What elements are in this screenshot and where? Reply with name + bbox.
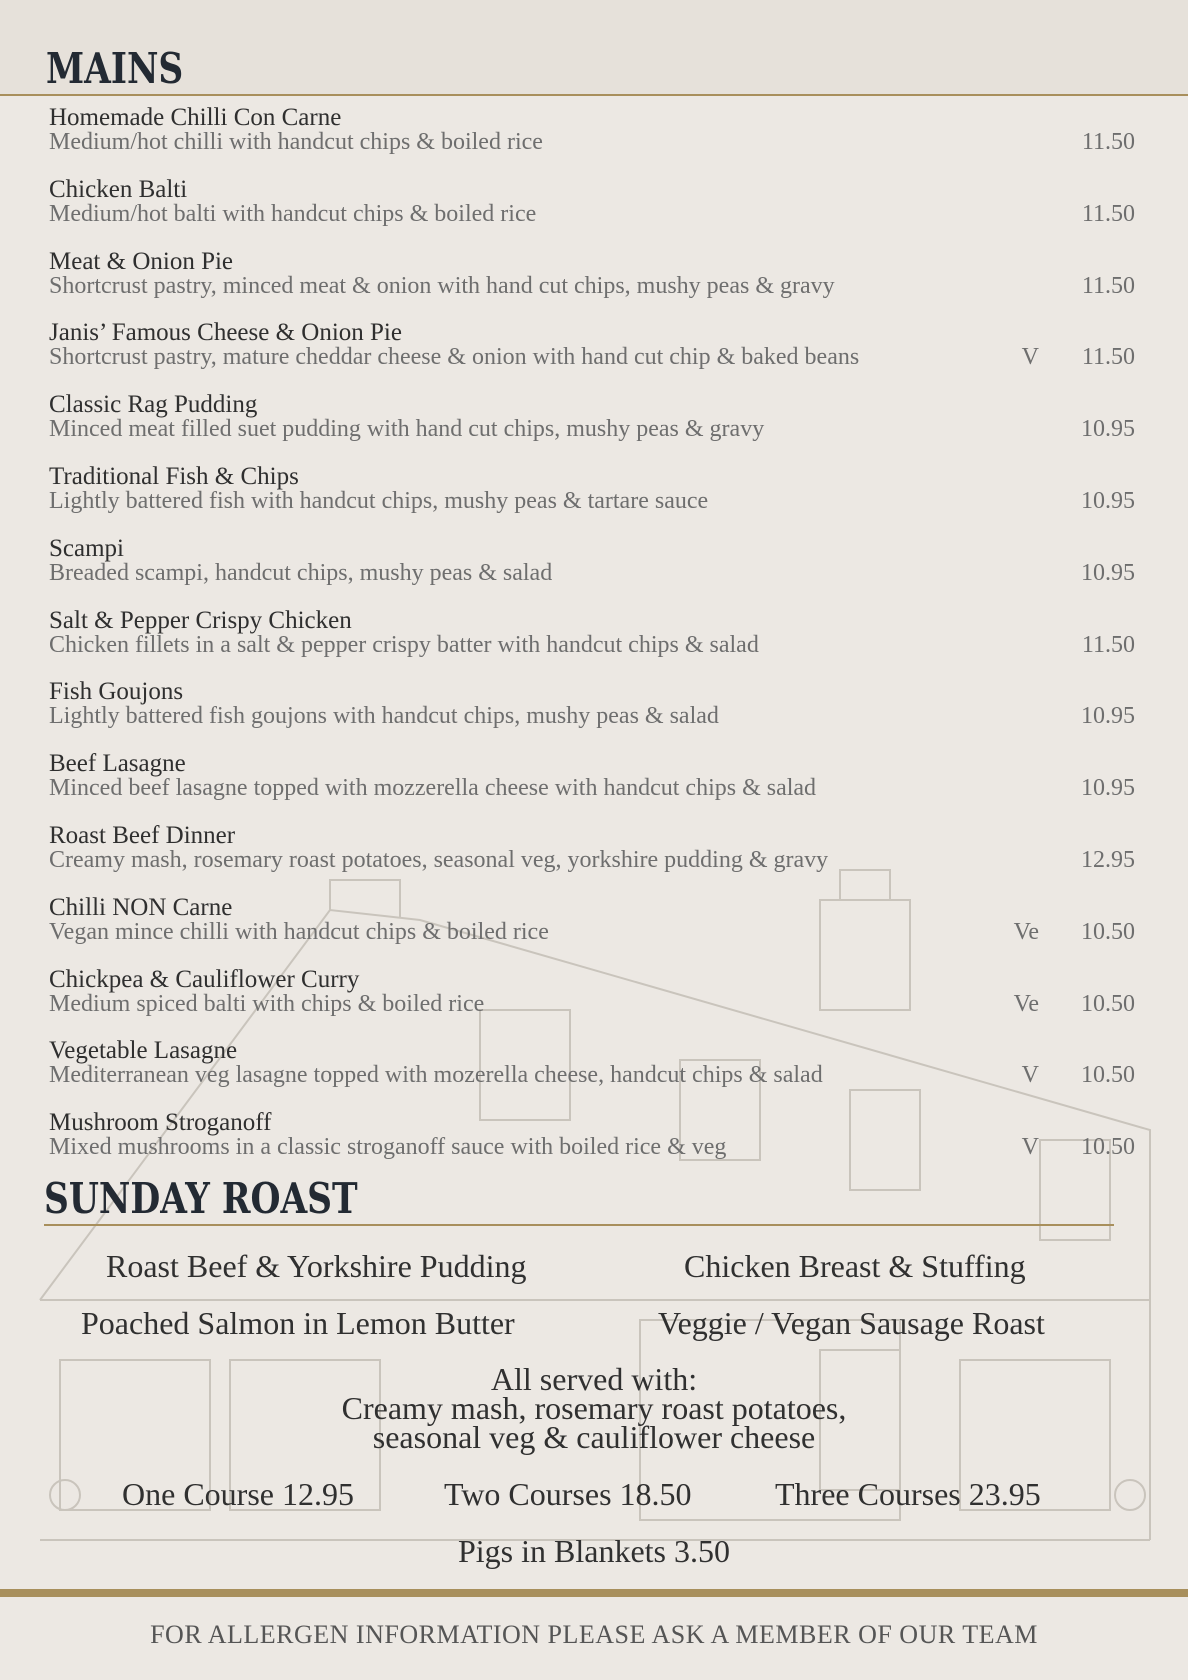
menu-item-description: Medium/hot chilli with handcut chips & boiled rice (49, 129, 543, 155)
menu-item-name: Scampi (49, 534, 124, 562)
menu-item-description: Breaded scampi, handcut chips, mushy peas & salad (49, 559, 553, 586)
menu-item-price: 10.95 (1081, 487, 1135, 514)
menu-item (49, 607, 1139, 679)
menu-item (49, 1037, 1139, 1109)
menu-item-price: 10.95 (1081, 703, 1135, 730)
menu-item (49, 319, 1139, 391)
menu-item-price: 11.50 (1081, 200, 1135, 227)
roast-option: Poached Salmon in Lemon Butter (81, 1305, 515, 1341)
dietary-badge: V (1021, 1134, 1039, 1161)
menu-item-price: 10.50 (1081, 990, 1135, 1017)
menu-item-price: 11.50 (1081, 631, 1135, 658)
course-price: One Course 12.95 (122, 1476, 354, 1512)
menu-item-name: Chilli NON Carne (49, 893, 233, 921)
menu-item (49, 248, 1139, 320)
menu-item (49, 463, 1139, 535)
menu-item-name: Traditional Fish & Chips (49, 462, 299, 490)
menu-item-description: Lightly battered fish goujons with handcut chips, mushy peas & salad (49, 703, 719, 730)
menu-item-description: Lightly battered fish with handcut chips, mushy peas & tartare sauce (49, 487, 709, 514)
menu-item-price: 11.50 (1081, 129, 1135, 155)
menu-item-description: Mediterranean veg lasagne topped with mozerella cheese, handcut chips & salad (49, 1062, 823, 1089)
menu-item-price: 10.95 (1081, 416, 1135, 443)
menu-item-price: 10.95 (1081, 559, 1135, 586)
menu-item-description: Vegan mince chilli with handcut chips & boiled rice (49, 918, 549, 945)
menu-item (49, 176, 1139, 248)
menu-item-name: Roast Beef Dinner (49, 821, 236, 849)
menu-item-price: 10.50 (1081, 1062, 1135, 1089)
menu-item-name: Meat & Onion Pie (49, 247, 234, 275)
extra-item-price: Pigs in Blankets 3.50 (457, 1533, 730, 1569)
served-with-line: Creamy mash, rosemary roast potatoes, (341, 1390, 847, 1426)
served-with-heading: All served with: (490, 1361, 698, 1397)
menu-item-name: Janis’ Famous Cheese & Onion Pie (49, 319, 402, 347)
mains-list (49, 104, 1139, 1181)
menu-item-price: 10.50 (1081, 1134, 1135, 1161)
menu-item-description: Shortcrust pastry, mature cheddar cheese & onion with hand cut chip & baked beans (49, 344, 860, 371)
served-with-line: seasonal veg & cauliflower cheese (372, 1419, 816, 1455)
menu-item (49, 822, 1139, 894)
menu-item-description: Chicken fillets in a salt & pepper crispy batter with handcut chips & salad (49, 631, 759, 658)
roast-option: Roast Beef & Yorkshire Pudding (106, 1248, 527, 1284)
menu-item (49, 750, 1139, 822)
course-price: Three Courses 23.95 (775, 1476, 1041, 1512)
menu-item-description: Medium spiced balti with chips & boiled rice (49, 990, 485, 1017)
roast-option: Veggie / Vegan Sausage Roast (658, 1305, 1045, 1341)
menu-item-name: Salt & Pepper Crispy Chicken (49, 606, 352, 634)
menu-item-name: Beef Lasagne (49, 750, 186, 778)
sunday-roast-heading: SUNDAY ROAST (44, 1174, 358, 1223)
menu-item-name: Classic Rag Pudding (49, 391, 258, 419)
menu-item-name: Chickpea & Cauliflower Curry (49, 965, 360, 993)
dietary-badge: Ve (1013, 990, 1039, 1017)
menu-item (49, 678, 1139, 750)
dietary-badge: V (1021, 344, 1039, 371)
course-price: Two Courses 18.50 (444, 1476, 692, 1512)
roast-option: Chicken Breast & Stuffing (684, 1248, 1026, 1284)
menu-item-description: Shortcrust pastry, minced meat & onion with hand cut chips, mushy peas & gravy (49, 272, 835, 299)
menu-item-price: 10.95 (1081, 775, 1135, 802)
dietary-badge: Ve (1013, 918, 1039, 945)
menu-item-name: Vegetable Lasagne (49, 1037, 238, 1065)
menu-item-price: 10.50 (1081, 918, 1135, 945)
mains-heading: MAINS (46, 44, 184, 93)
menu-item-description: Medium/hot balti with handcut chips & boiled rice (49, 200, 537, 227)
menu-item-price: 12.95 (1081, 846, 1135, 873)
menu-item-description: Minced beef lasagne topped with mozzerella cheese with handcut chips & salad (49, 775, 817, 802)
menu-item-description: Mixed mushrooms in a classic stroganoff sauce with boiled rice & veg (49, 1134, 727, 1161)
menu-item-description: Creamy mash, rosemary roast potatoes, seasonal veg, yorkshire pudding & gravy (49, 846, 829, 873)
menu-item (49, 894, 1139, 966)
menu-item (49, 966, 1139, 1038)
menu-item-name: Chicken Balti (49, 175, 188, 203)
menu-item (49, 535, 1139, 607)
allergen-notice: FOR ALLERGEN INFORMATION PLEASE ASK A MEMBER OF OUR TEAM (150, 1620, 1038, 1649)
menu-item-name: Mushroom Stroganoff (49, 1109, 272, 1137)
menu-item (49, 1109, 1139, 1181)
menu-item-price: 11.50 (1081, 272, 1135, 299)
menu-item-name: Homemade Chilli Con Carne (49, 104, 342, 131)
sunday-roast-divider (44, 1224, 1114, 1226)
menu-item (49, 391, 1139, 463)
footer-divider (0, 1589, 1188, 1597)
menu-item (49, 104, 1139, 176)
menu-item-name: Fish Goujons (49, 678, 184, 706)
menu-item-description: Minced meat filled suet pudding with hand cut chips, mushy peas & gravy (49, 416, 765, 443)
menu-item-price: 11.50 (1081, 344, 1135, 371)
dietary-badge: V (1021, 1062, 1039, 1089)
